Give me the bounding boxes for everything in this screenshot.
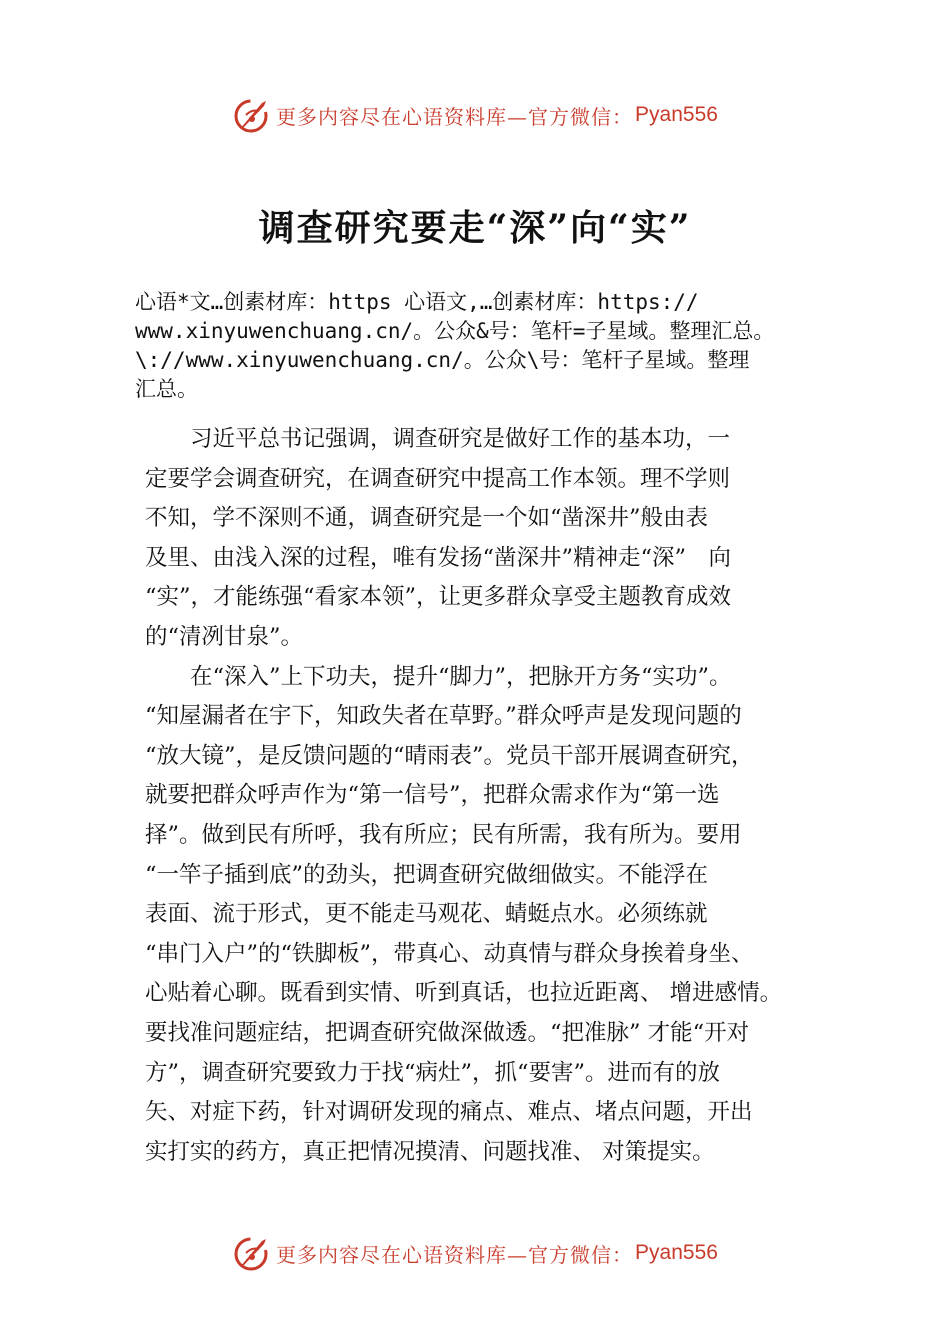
body-line: 的“清冽甘泉”。: [145, 623, 304, 650]
body-line: 定要学会调查研究，在调查研究中提高工作本领。理不学则: [145, 465, 731, 492]
body-line: “放大镜”，是反馈问题的“晴雨表”。党员干部开展调查研究，: [145, 742, 754, 769]
body-line: 要找准问题症结，把调查研究做深做透。“把准脉” 才能“开对: [145, 1019, 750, 1046]
body-line: “实”，才能练强“看家本领”，让更多群众享受主题教育成效: [145, 584, 732, 611]
body-line: 心贴着心聊。既看到实情、听到真话，也拉近距离、 增进感情。: [145, 980, 783, 1007]
body-line: “串门入户”的“铁脚板”，带真心、动真情与群众身挨着身坐、: [145, 940, 754, 967]
article-title: 调查研究要走“深”向“实”: [258, 207, 692, 249]
header-wechat-handle: Pyan556: [635, 103, 718, 126]
header-banner: [0, 90, 950, 140]
body-line: 及里、由浅入深的过程，唯有发扬“凿深井”精神走“深” 向: [145, 544, 732, 571]
body-line: 习近平总书记强调，调查研究是做好工作的基本功，一: [145, 426, 731, 452]
body-line: 不知，学不深则不通，调查研究是一个如“凿深井”般由表: [145, 505, 709, 532]
quill-seal-logo-icon: [232, 1233, 272, 1273]
header-banner-text: 更多内容尽在心语资料库—官方微信：: [276, 104, 634, 129]
body-line: 在“深入”上下功夫，提升“脚力”，把脉开方务“实功”。: [145, 663, 732, 690]
body-line: 表面、流于形式，更不能走马观花、蜻蜓点水。必须练就: [145, 901, 708, 928]
footer-banner: [0, 1228, 950, 1278]
body-line: 实打实的药方，真正把情况摸清、问题找准、 对策提实。: [145, 1138, 715, 1165]
body-line: 矢、对症下药，针对调研发现的痛点、难点、堵点问题，开出: [145, 1099, 753, 1126]
source-note: [135, 288, 855, 404]
source-note-line: 心语*文…创素材库：https 心语文,…创素材库：https://: [135, 290, 699, 314]
source-note-line: www.xinyuwenchuang.cn/。公众&号：笔杆=子星域。整理汇总。: [135, 319, 775, 343]
footer-wechat-handle: Pyan556: [635, 1241, 718, 1264]
source-note-line: \://www.xinyuwenchuang.cn/。公众\号：笔杆子星域。整理: [135, 348, 750, 372]
body-line: “一竿子插到底”的劲头，把调查研究做细做实。不能浮在: [145, 861, 709, 888]
body-line: 方”，调查研究要致力于找“病灶”，抓“要害”。进而有的放: [145, 1059, 721, 1086]
body-line: 就要把群众呼声作为“第一信号”，把群众需求作为“第一选: [145, 782, 720, 809]
article-body: [145, 420, 845, 1172]
footer-banner-text: 更多内容尽在心语资料库—官方微信：: [276, 1242, 634, 1267]
body-line: 择”。做到民有所呼，我有所应；民有所需，我有所为。要用: [145, 821, 742, 848]
source-note-line: 汇总。: [135, 377, 198, 401]
quill-seal-logo-icon: [232, 95, 272, 135]
body-line: “知屋漏者在宇下，知政失者在草野。”群众呼声是发现问题的: [145, 703, 742, 730]
